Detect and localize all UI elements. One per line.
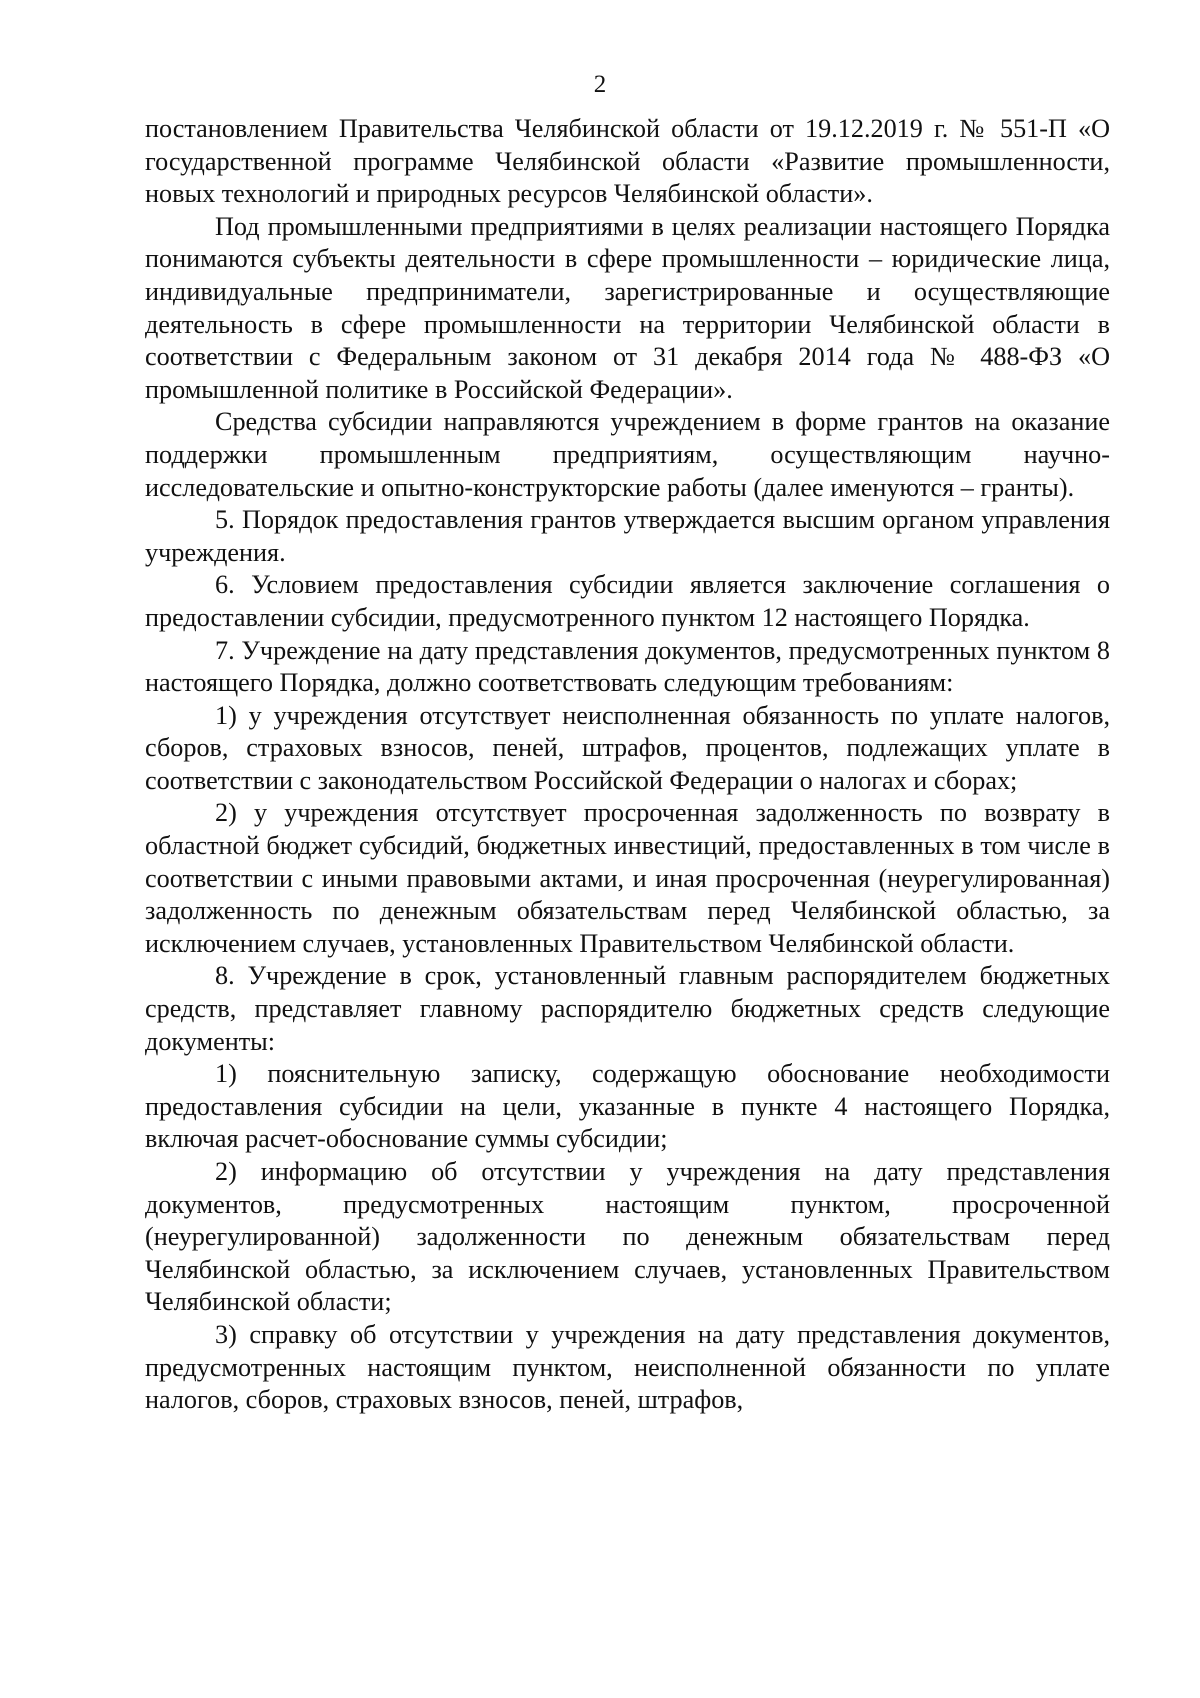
paragraph: 3) справку об отсутствии у учреждения на дату представления документов, предусмотренных настоящим пунктом, неисполненной обязанности по уплате налогов, сборов, страховых взносов, пеней, штрафов, bbox=[145, 1319, 1110, 1415]
page-number: 2 bbox=[593, 71, 607, 98]
paragraph: Средства субсидии направляются учреждением в форме грантов на оказание поддержки промышленным предприятиям, осуществляющим научно-исследовательские и опытно-конструкторские работы (далее именуются – гранты). bbox=[145, 407, 1110, 502]
paragraph: 5. Порядок предоставления грантов утверждается высшим органом управления учреждения. bbox=[145, 505, 1110, 567]
paragraph: 8. Учреждение в срок, установленный главным распорядителем бюджетных средств, представляет главному распорядителю бюджетных средств следующие документы: bbox=[145, 961, 1110, 1056]
paragraph: 7. Учреждение на дату представления документов, предусмотренных пунктом 8 настоящего Порядка, должно соответствовать следующим требованиям: bbox=[145, 635, 1110, 698]
paragraph: Под промышленными предприятиями в целях реализации настоящего Порядка понимаются субъекты деятельности в сфере промышленности – юридические лица, индивидуальные предприниматели, зарегистрированные и осуществляющие деятельность в сфере промышленности на территории Челябинской области в соответствии с Федеральным законом от 31 декабря 2014 года № 488-ФЗ «О промышленной политике в Российской Федерации». bbox=[145, 211, 1110, 404]
paragraph: 2) у учреждения отсутствует просроченная задолженность по возврату в областной бюджет субсидий, бюджетных инвестиций, предоставленных в том числе в соответствии с иными правовыми актами, и иная просроченная (неурегулированная) задолженность по денежным обязательствам перед Челябинской областью, за исключением случаев, установленных Правительством Челябинской области. bbox=[145, 798, 1110, 958]
paragraph: 6. Условием предоставления субсидии является заключение соглашения о предоставлении субсидии, предусмотренного пунктом 12 настоящего Порядка. bbox=[145, 570, 1110, 632]
document-body bbox=[145, 113, 1110, 1417]
paragraph: 1) у учреждения отсутствует неисполненная обязанность по уплате налогов, сборов, страховых взносов, пеней, штрафов, процентов, подлежащих уплате в соответствии с законодательством Российской Федерации о налогах и сборах; bbox=[145, 700, 1110, 795]
paragraph: постановлением Правительства Челябинской области от 19.12.2019 г. № 551-П «О государственной программе Челябинской области «Развитие промышленности, новых технологий и природных ресурсов Челябинской области». bbox=[145, 114, 1110, 209]
paragraph: 2) информацию об отсутствии у учреждения на дату представления документов, предусмотренных настоящим пунктом, просроченной (неурегулированной) задолженности по денежным обязательствам перед Челябинской областью, за исключением случаев, установленных Правительством Челябинской области; bbox=[145, 1157, 1110, 1317]
paragraph: 1) пояснительную записку, содержащую обоснование необходимости предоставления субсидии на цели, указанные в пункте 4 настоящего Порядка, включая расчет-обоснование суммы субсидии; bbox=[145, 1059, 1110, 1154]
